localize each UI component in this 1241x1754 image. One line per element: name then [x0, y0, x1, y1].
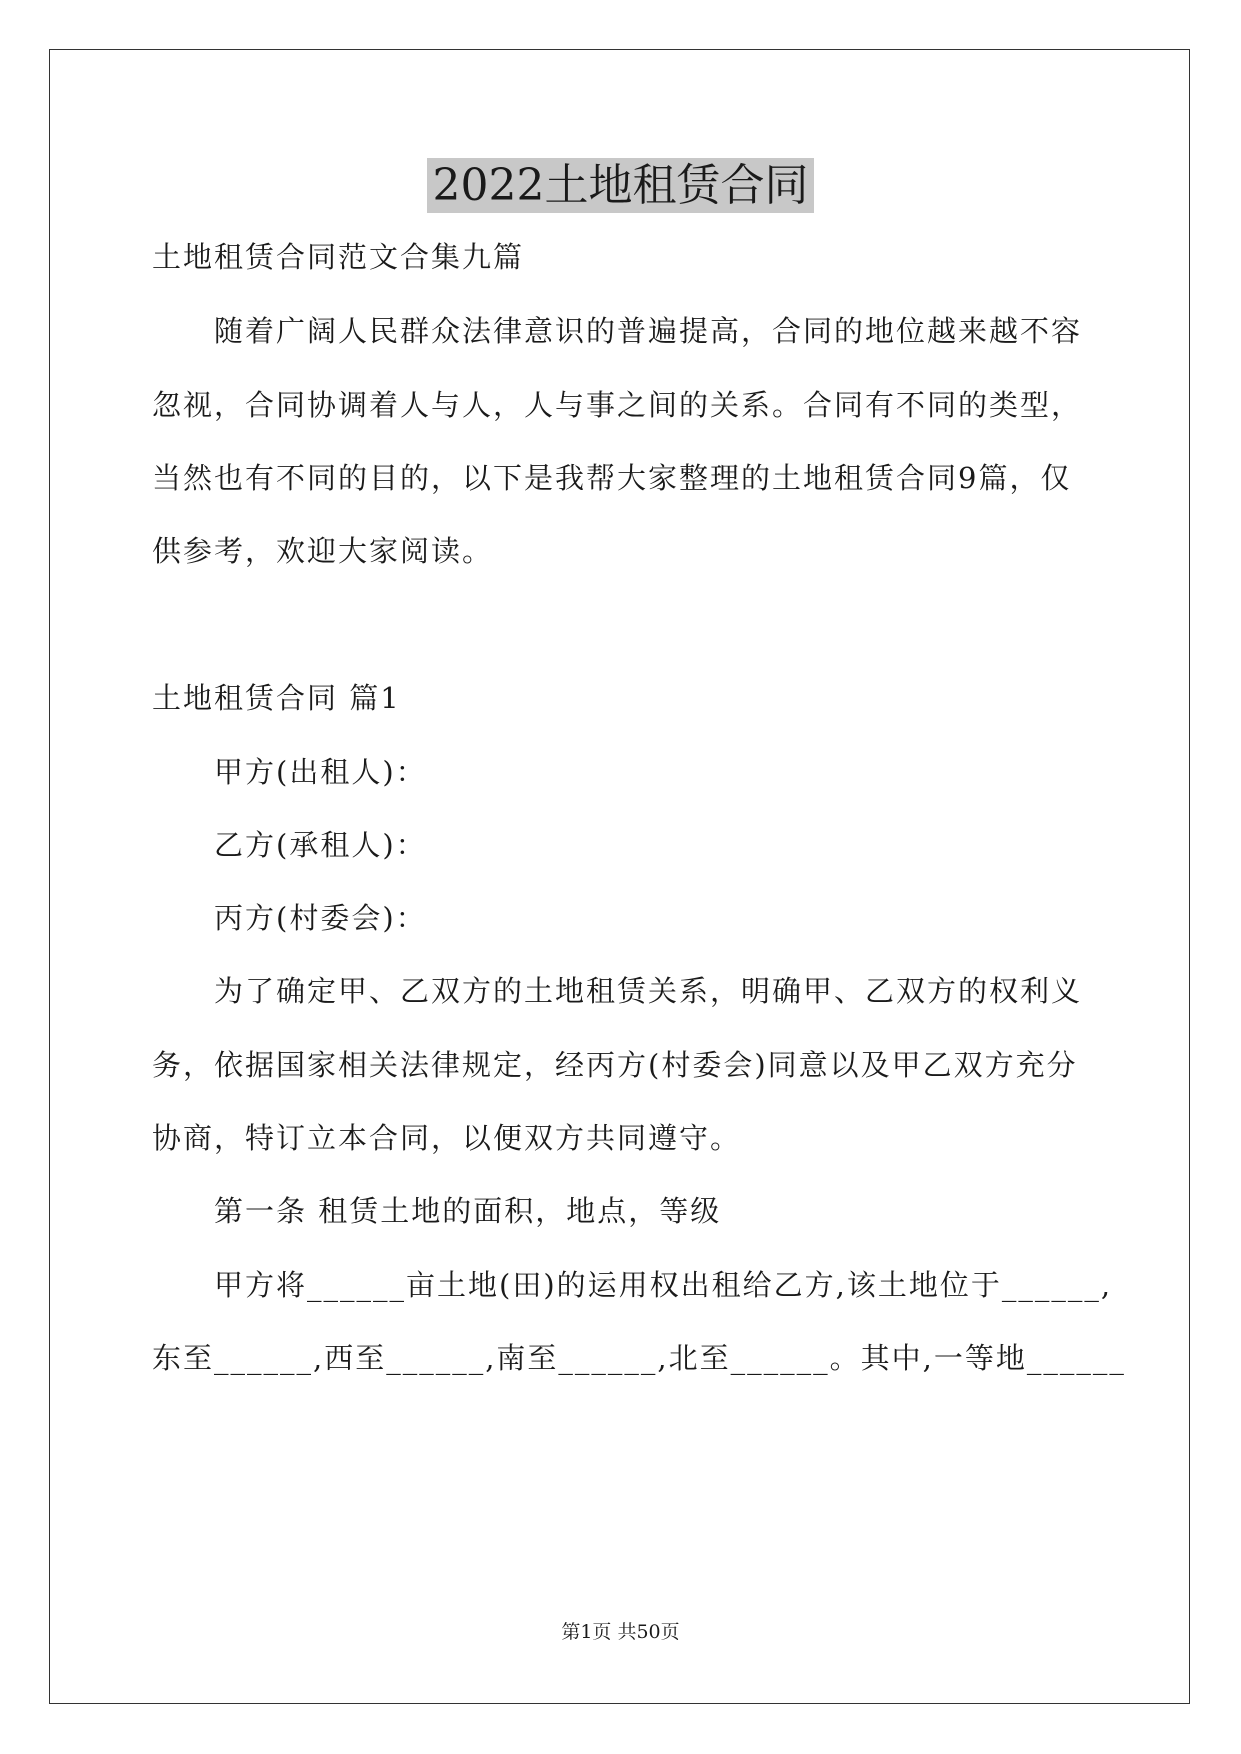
paragraph-line: 随着广阔人民群众法律意识的普遍提高，合同的地位越来越不容: [214, 314, 1083, 348]
paragraph-line: 协商，特订立本合同，以便双方共同遵守。: [152, 1121, 742, 1155]
page-footer: 第1页 共50页: [561, 1621, 680, 1643]
paragraph-line: 东至______,西至______,南至______,北至______。其中,一等地______: [152, 1341, 1126, 1375]
subtitle-line: 土地租赁合同范文合集九篇: [152, 240, 525, 274]
document-title: [0, 156, 1241, 216]
party-c-line: 丙方(村委会)：: [214, 901, 427, 935]
paragraph-line: 甲方将______亩土地(田)的运用权出租给乙方,该土地位于______,: [214, 1268, 1113, 1302]
title-text: 2022土地租赁合同: [427, 158, 815, 213]
party-b-line: 乙方(承租人)：: [214, 828, 427, 862]
paragraph-line: 当然也有不同的目的，以下是我帮大家整理的土地租赁合同9篇，仅: [152, 461, 1072, 495]
paragraph-line: 供参考，欢迎大家阅读。: [152, 534, 494, 568]
page-border: [49, 49, 1190, 1704]
party-a-line: 甲方(出租人)：: [214, 755, 427, 789]
section-heading: 土地租赁合同 篇1: [152, 681, 401, 715]
paragraph-line: 忽视，合同协调着人与人，人与事之间的关系。合同有不同的类型，: [152, 388, 1083, 422]
paragraph-line: 务，依据国家相关法律规定，经丙方(村委会)同意以及甲乙双方充分: [152, 1048, 1078, 1082]
paragraph-line: 为了确定甲、乙双方的土地租赁关系，明确甲、乙双方的权利义: [214, 974, 1083, 1008]
article-heading: 第一条 租赁土地的面积，地点，等级: [214, 1194, 722, 1228]
